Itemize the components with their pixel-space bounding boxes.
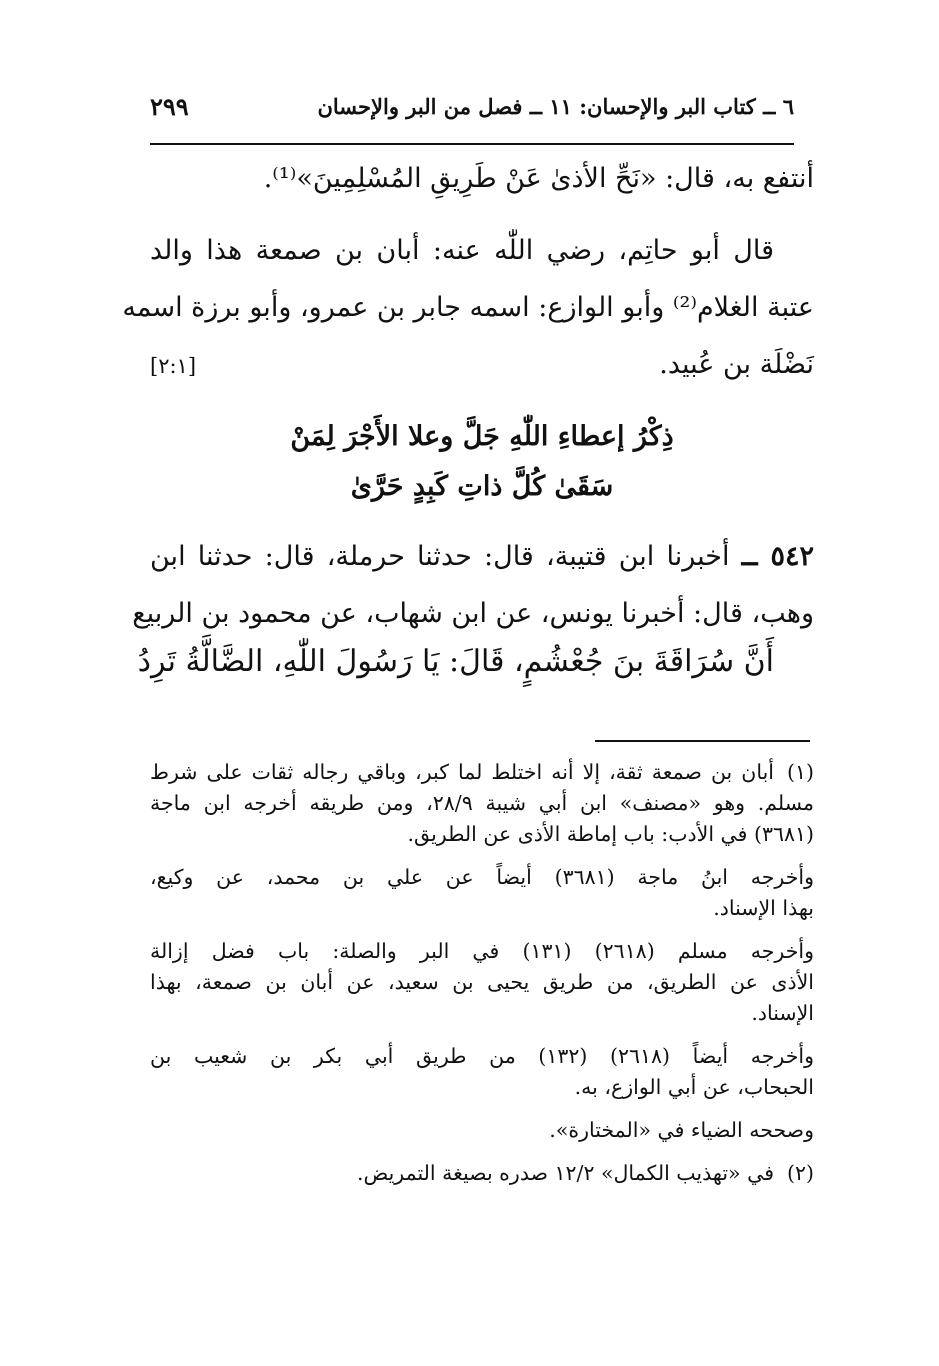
header-rule bbox=[150, 143, 794, 145]
footnote-line: وصححه الضياء في «المختارة». bbox=[549, 1118, 814, 1142]
text-line: قال أبو حاتِم، رضي اللّٰه عنه: أبان بن صمعة هذا والد bbox=[150, 235, 774, 266]
footnote-1-paragraph bbox=[150, 936, 814, 1029]
footnote-1-paragraph bbox=[150, 862, 814, 924]
footnote-line: الحبحاب، عن أبي الوازع، به. bbox=[574, 1075, 814, 1099]
matn-paragraph bbox=[137, 632, 814, 692]
text-line: وهب، قال: أخبرنا يونس، عن ابن شهاب، عن محمود بن الربيع bbox=[132, 598, 814, 629]
footnote-line: وأخرجه ابنُ ماجة (٣٦٨١) أيضاً عن علي بن محمد، عن وكيع، bbox=[150, 865, 814, 889]
footnote-line: الأذى عن الطريق، من طريق يحيى بن سعيد، عن أبان بن صمعة، بهذا bbox=[150, 970, 814, 994]
footnote-line: وأخرجه أيضاً (٢٦١٨) (١٣٢) من طريق أبي بكر بن شعيب بن bbox=[150, 1044, 814, 1068]
footnote-line: أبان بن صمعة ثقة، إلا أنه اختلط لما كبر، وباقي رجاله ثقات على شرط bbox=[150, 760, 774, 784]
footnote-line: مسلم. وهو «مصنف» ابن أبي شيبة ٢٨/٩، ومن طريقه أخرجه ابن ماجة bbox=[150, 791, 814, 815]
hadith-reference: [٢:١] bbox=[150, 354, 197, 378]
isnad-text: أخبرنا ابن قتيبة، قال: حدثنا حرملة، قال: حدثنا ابن bbox=[150, 541, 730, 572]
running-title: ٦ ــ كتاب البر والإحسان: ١١ ــ فصل من البر والإحسان bbox=[317, 93, 794, 119]
hadith-number: ٥٤٢ ــ bbox=[741, 541, 814, 572]
paragraph-abu-hatim bbox=[122, 222, 814, 395]
page-number: ٢٩٩ bbox=[150, 91, 189, 121]
footnote-1-paragraph bbox=[150, 1041, 814, 1103]
isnad-paragraph bbox=[132, 528, 814, 642]
text-line: أنتفع به، قال: «نَحِّ الأذىٰ عَنْ طَرِيقِ المُسْلِمِينَ»⁽¹⁾. bbox=[263, 163, 814, 194]
footnote-1-paragraph bbox=[150, 1115, 814, 1146]
footnote-line: بهذا الإسناد. bbox=[713, 896, 814, 920]
matn-line: أَنَّ سُرَاقَةَ بنَ جُعْشُمٍ، قَالَ: يَا رَسُولَ اللّٰهِ، الضَّالَّةُ تَرِدُ bbox=[137, 644, 774, 679]
text-line-content: نَضْلَة بن عُبيد. bbox=[659, 349, 814, 380]
footnote-marker: (١) bbox=[786, 760, 814, 784]
footnote-marker: (٢) bbox=[786, 1161, 814, 1185]
paragraph-continuation bbox=[150, 150, 814, 207]
footnote-line: (٣٦٨١) في الأدب: باب إماطة الأذى عن الطريق. bbox=[407, 822, 814, 846]
text-line: عتبة الغلام⁽²⁾ وأبو الوازع: اسمه جابر بن عمرو، وأبو برزة اسمه bbox=[122, 292, 814, 323]
text-line bbox=[150, 528, 814, 585]
footnote-line: في «تهذيب الكمال» ١٢/٢ صدره بصيغة التمريض. bbox=[356, 1161, 774, 1185]
footnote-2 bbox=[150, 1158, 814, 1189]
heading-line: سَقَىٰ كُلَّ ذاتِ كَبِدٍ حَرَّىٰ bbox=[350, 471, 614, 502]
footnotes bbox=[150, 757, 814, 1201]
footnote-line: الإسناد. bbox=[751, 1001, 814, 1025]
footnote-line: وأخرجه مسلم (٢٦١٨) (١٣١) في البر والصلة: باب فضل إزالة bbox=[150, 939, 814, 963]
chapter-heading bbox=[150, 412, 814, 512]
running-header bbox=[150, 88, 794, 124]
footnote-1 bbox=[150, 757, 814, 850]
footnote-separator bbox=[595, 740, 810, 742]
heading-line: ذِكْرُ إعطاءِ اللّٰهِ جَلَّ وعلا الأَجْرَ لِمَنْ bbox=[290, 421, 674, 452]
text-line bbox=[150, 336, 814, 395]
